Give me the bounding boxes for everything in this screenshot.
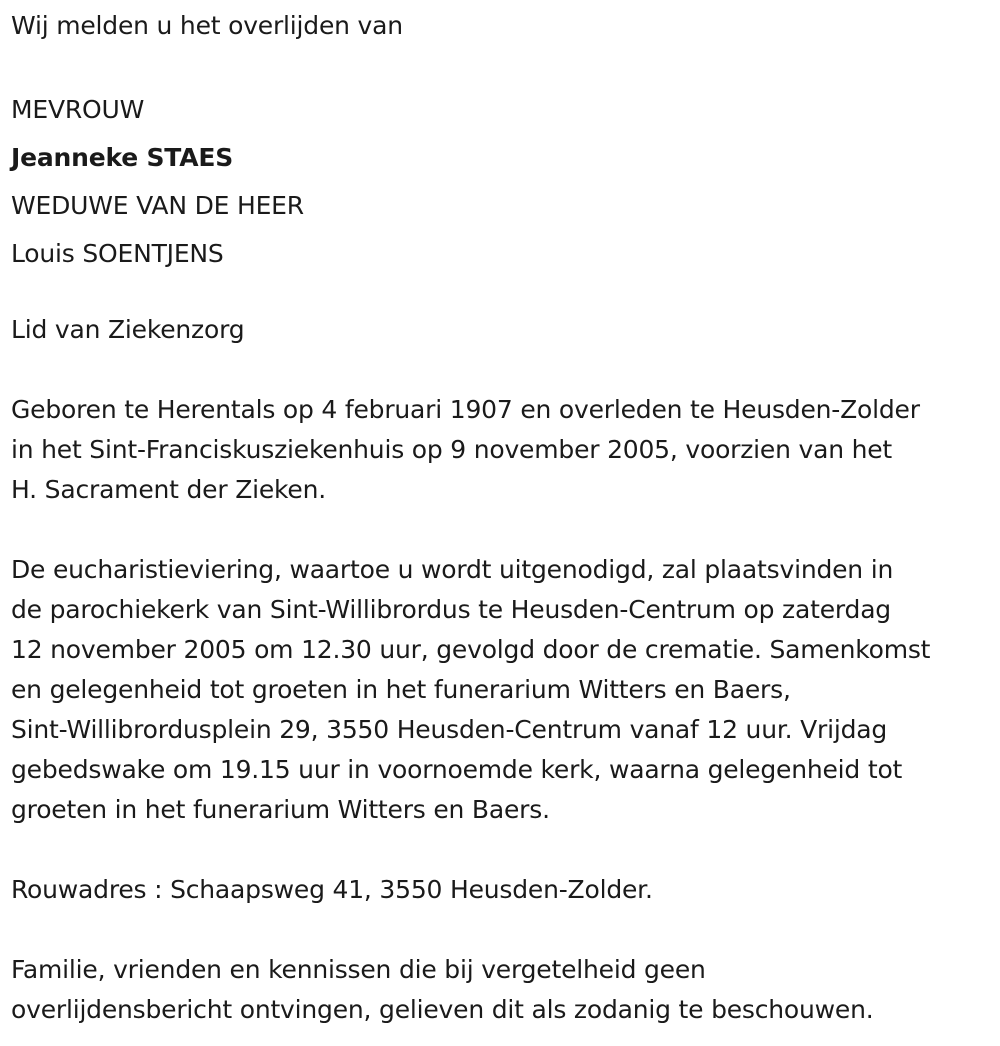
paragraph-line: H. Sacrament der Zieken. <box>11 475 326 504</box>
deceased-relation: WEDUWE VAN DE HEER <box>11 191 304 220</box>
closing-paragraph <box>11 950 996 1030</box>
spacer <box>11 278 996 310</box>
birth-death-paragraph <box>11 390 996 510</box>
spacer <box>11 350 996 390</box>
paragraph-line: in het Sint-Franciskusziekenhuis op 9 november 2005, voorzien van het <box>11 435 893 464</box>
paragraph-line: 12 november 2005 om 12.30 uur, gevolgd door de crematie. Samenkomst <box>11 635 931 664</box>
deceased-spouse: Louis SOENTJENS <box>11 239 224 268</box>
obituary-notice <box>11 0 996 1030</box>
spacer <box>11 830 996 870</box>
paragraph-line: en gelegenheid tot groeten in het funerarium Witters en Baers, <box>11 675 791 704</box>
intro-text: Wij melden u het overlijden van <box>11 11 403 40</box>
service-paragraph <box>11 550 996 830</box>
paragraph-line: Geboren te Herentals op 4 februari 1907 en overleden te Heusden-Zolder <box>11 395 920 424</box>
paragraph-line: Familie, vrienden en kennissen die bij vergetelheid geen <box>11 955 706 984</box>
paragraph-line: groeten in het funerarium Witters en Baers. <box>11 795 550 824</box>
deceased-block <box>11 86 996 278</box>
spacer <box>11 910 996 950</box>
paragraph-line: Sint-Willibrordusplein 29, 3550 Heusden-Centrum vanaf 12 uur. Vrijdag <box>11 715 888 744</box>
membership-text: Lid van Ziekenzorg <box>11 315 245 344</box>
deceased-name: Jeanneke STAES <box>11 143 234 172</box>
spacer <box>11 46 996 86</box>
spacer <box>11 510 996 550</box>
paragraph-line: de parochiekerk van Sint-Willibrordus te Heusden-Centrum op zaterdag <box>11 595 891 624</box>
paragraph-line: overlijdensbericht ontvingen, gelieven dit als zodanig te beschouwen. <box>11 995 874 1024</box>
paragraph-line: gebedswake om 19.15 uur in voornoemde kerk, waarna gelegenheid tot <box>11 755 903 784</box>
mourning-address: Rouwadres : Schaapsweg 41, 3550 Heusden-Zolder. <box>11 875 653 904</box>
paragraph-line: De eucharistieviering, waartoe u wordt uitgenodigd, zal plaatsvinden in <box>11 555 894 584</box>
deceased-title: MEVROUW <box>11 95 145 124</box>
